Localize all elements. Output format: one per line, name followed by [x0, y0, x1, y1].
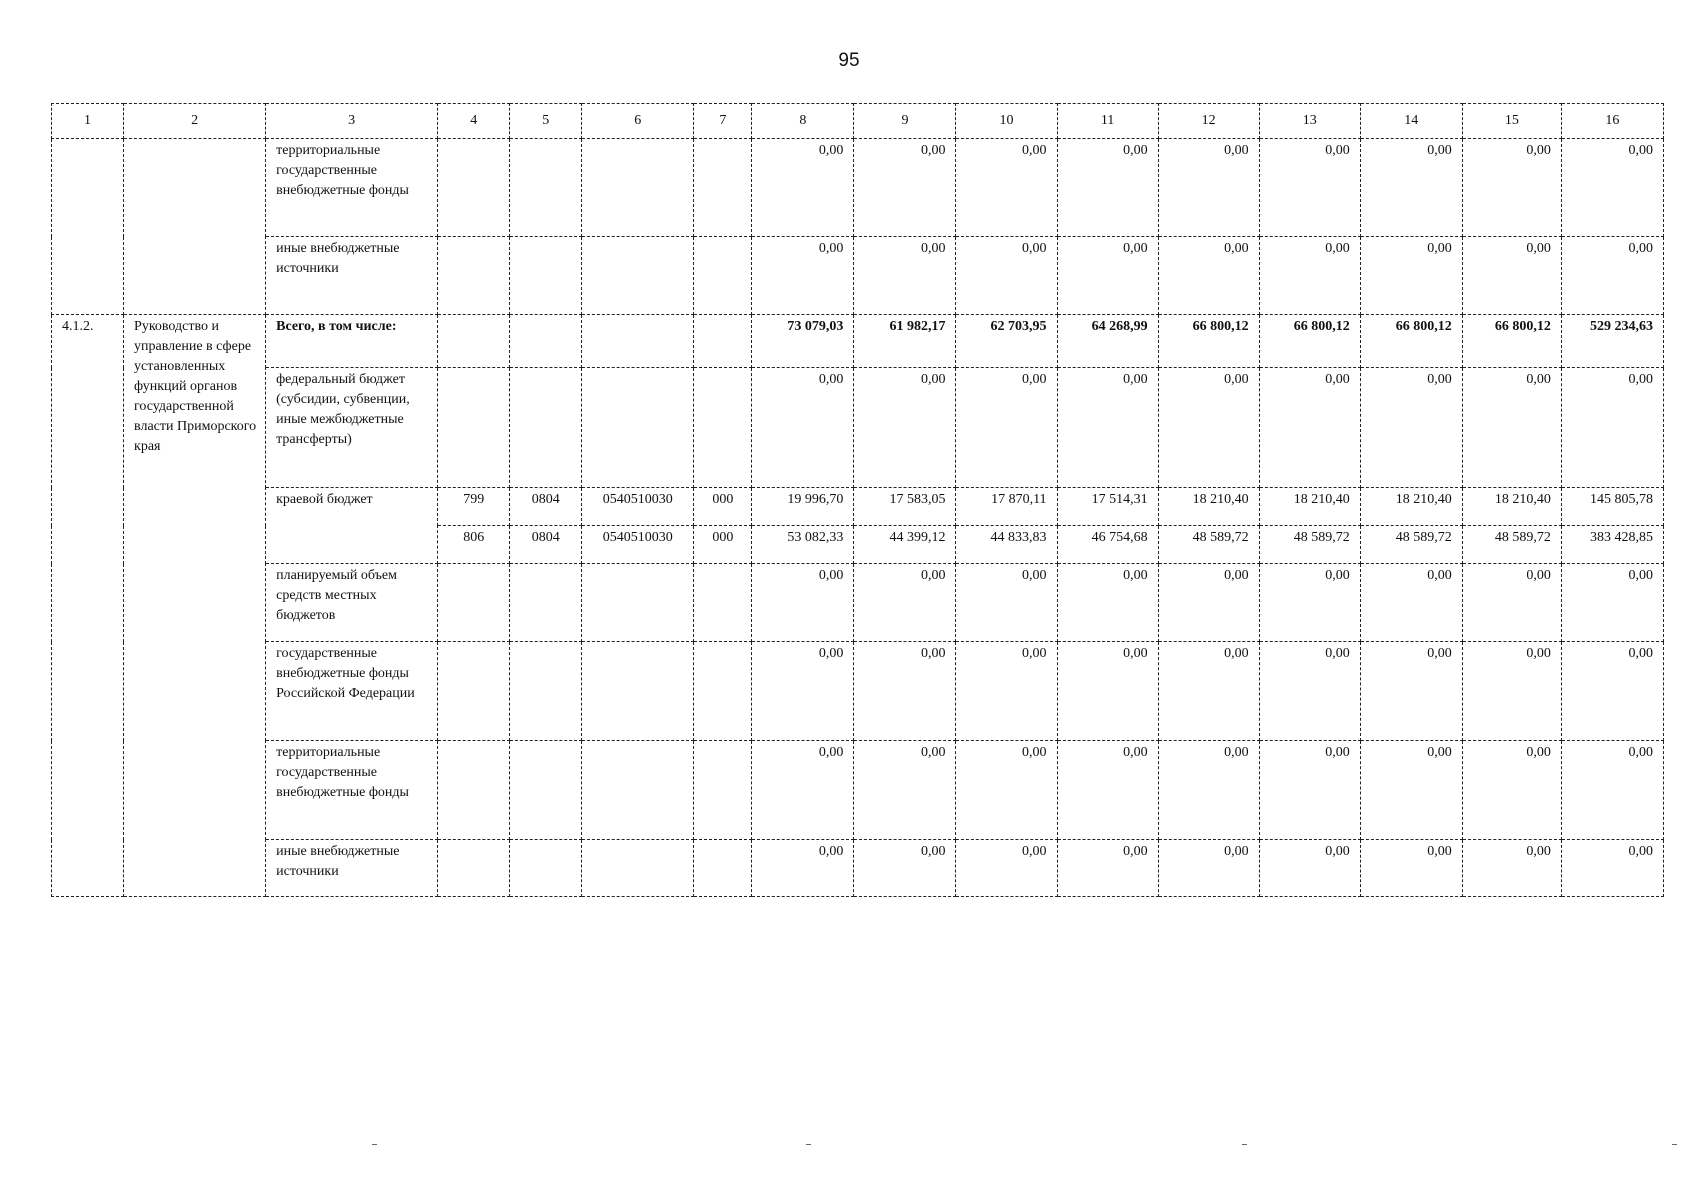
value-cell: 0,00 [1462, 741, 1561, 840]
value-cell: 17 514,31 [1057, 488, 1158, 526]
code-cell [438, 139, 510, 237]
value-cell: 0,00 [854, 642, 956, 741]
code-cell [694, 139, 752, 237]
code-cell [438, 642, 510, 741]
value-cell: 0,00 [1158, 642, 1259, 741]
scan-mark [1242, 1144, 1247, 1145]
code-cell [694, 741, 752, 840]
table-row [52, 237, 1664, 315]
value-cell: 0,00 [752, 139, 854, 237]
table-row [52, 488, 1664, 526]
value-cell: 66 800,12 [1158, 315, 1259, 368]
column-header: 12 [1158, 104, 1259, 139]
value-cell: 0,00 [956, 741, 1057, 840]
item-number: 4.1.2. [52, 315, 124, 897]
value-cell: 0,00 [1158, 840, 1259, 897]
value-cell: 46 754,68 [1057, 526, 1158, 564]
value-cell: 0,00 [1360, 741, 1462, 840]
column-header: 16 [1561, 104, 1663, 139]
value-cell: 0,00 [752, 741, 854, 840]
value-cell: 0,00 [1057, 237, 1158, 315]
item-number-cell [52, 139, 124, 315]
table-row-total [52, 315, 1664, 368]
column-header: 4 [438, 104, 510, 139]
value-cell: 0,00 [1360, 564, 1462, 642]
value-cell: 0,00 [1259, 237, 1360, 315]
scan-mark [372, 1144, 377, 1145]
value-cell: 61 982,17 [854, 315, 956, 368]
value-cell: 0,00 [1360, 237, 1462, 315]
value-cell: 48 589,72 [1360, 526, 1462, 564]
page-number: 95 [838, 50, 860, 71]
value-cell: 0,00 [1259, 741, 1360, 840]
column-header: 13 [1259, 104, 1360, 139]
code-cell [582, 237, 694, 315]
value-cell: 73 079,03 [752, 315, 854, 368]
value-cell: 0,00 [1057, 840, 1158, 897]
column-header: 7 [694, 104, 752, 139]
value-cell: 0,00 [1360, 368, 1462, 488]
value-cell: 0,00 [854, 368, 956, 488]
code-cell: 0540510030 [582, 526, 694, 564]
column-header: 8 [752, 104, 854, 139]
value-cell: 19 996,70 [752, 488, 854, 526]
code-cell [510, 840, 582, 897]
value-cell: 0,00 [854, 237, 956, 315]
value-cell: 0,00 [752, 368, 854, 488]
code-cell [438, 564, 510, 642]
value-cell: 44 399,12 [854, 526, 956, 564]
code-cell [438, 237, 510, 315]
code-cell [438, 368, 510, 488]
code-cell [694, 840, 752, 897]
row-label: территориальные государственные внебюджетные фонды [266, 139, 438, 237]
value-cell: 0,00 [1561, 741, 1663, 840]
value-cell: 0,00 [956, 642, 1057, 741]
item-name-cell [124, 139, 266, 315]
value-cell: 0,00 [1360, 840, 1462, 897]
code-cell [582, 368, 694, 488]
code-cell [438, 315, 510, 368]
value-cell: 48 589,72 [1259, 526, 1360, 564]
value-cell: 0,00 [752, 237, 854, 315]
value-cell: 53 082,33 [752, 526, 854, 564]
value-cell: 0,00 [1259, 368, 1360, 488]
value-cell: 0,00 [1259, 642, 1360, 741]
value-cell: 0,00 [1057, 642, 1158, 741]
code-cell [694, 315, 752, 368]
budget-table [51, 103, 1664, 897]
row-label: планируемый объем средств местных бюджетов [266, 564, 438, 642]
code-cell [582, 315, 694, 368]
value-cell: 0,00 [1158, 564, 1259, 642]
value-cell: 0,00 [854, 564, 956, 642]
value-cell: 0,00 [854, 139, 956, 237]
scan-mark [1672, 1144, 1677, 1145]
code-cell: 0804 [510, 488, 582, 526]
code-cell [582, 564, 694, 642]
value-cell: 0,00 [1561, 564, 1663, 642]
value-cell: 529 234,63 [1561, 315, 1663, 368]
value-cell: 0,00 [752, 840, 854, 897]
value-cell: 18 210,40 [1360, 488, 1462, 526]
value-cell: 0,00 [1561, 368, 1663, 488]
row-label: иные внебюджетные источники [266, 237, 438, 315]
table-row [52, 139, 1664, 237]
code-cell: 000 [694, 488, 752, 526]
value-cell: 0,00 [1462, 139, 1561, 237]
value-cell: 0,00 [1158, 237, 1259, 315]
value-cell: 0,00 [1057, 741, 1158, 840]
table-row [52, 564, 1664, 642]
value-cell: 0,00 [956, 840, 1057, 897]
value-cell: 66 800,12 [1259, 315, 1360, 368]
value-cell: 0,00 [1057, 564, 1158, 642]
column-header: 15 [1462, 104, 1561, 139]
column-number-row [52, 104, 1664, 139]
value-cell: 0,00 [854, 741, 956, 840]
value-cell: 48 589,72 [1158, 526, 1259, 564]
row-label: иные внебюджетные источники [266, 840, 438, 897]
column-header: 11 [1057, 104, 1158, 139]
value-cell: 0,00 [1158, 139, 1259, 237]
scan-mark [806, 1144, 811, 1145]
value-cell: 0,00 [1057, 368, 1158, 488]
value-cell: 0,00 [956, 139, 1057, 237]
code-cell [438, 741, 510, 840]
table-row [52, 741, 1664, 840]
value-cell: 64 268,99 [1057, 315, 1158, 368]
code-cell: 0804 [510, 526, 582, 564]
value-cell: 17 870,11 [956, 488, 1057, 526]
code-cell: 0540510030 [582, 488, 694, 526]
value-cell: 48 589,72 [1462, 526, 1561, 564]
value-cell: 0,00 [1462, 237, 1561, 315]
value-cell: 0,00 [1259, 840, 1360, 897]
table-row [52, 368, 1664, 488]
column-header: 2 [124, 104, 266, 139]
code-cell [510, 315, 582, 368]
code-cell [694, 368, 752, 488]
code-cell [694, 237, 752, 315]
value-cell: 66 800,12 [1360, 315, 1462, 368]
column-header: 5 [510, 104, 582, 139]
value-cell: 0,00 [752, 642, 854, 741]
code-cell [694, 642, 752, 741]
code-cell [510, 139, 582, 237]
column-header: 1 [52, 104, 124, 139]
value-cell: 0,00 [1462, 564, 1561, 642]
code-cell [582, 642, 694, 741]
item-name: Руководство и управление в сфере установленных функций органов государственной власти Приморского края [124, 315, 266, 897]
value-cell: 0,00 [1259, 139, 1360, 237]
code-cell [510, 741, 582, 840]
table-row [52, 840, 1664, 897]
column-header: 14 [1360, 104, 1462, 139]
value-cell: 0,00 [1462, 368, 1561, 488]
code-cell [582, 139, 694, 237]
code-cell: 000 [694, 526, 752, 564]
value-cell: 0,00 [1561, 237, 1663, 315]
row-label: Всего, в том числе: [266, 315, 438, 368]
value-cell: 66 800,12 [1462, 315, 1561, 368]
value-cell: 0,00 [1561, 642, 1663, 741]
table-row [52, 642, 1664, 741]
value-cell: 0,00 [1259, 564, 1360, 642]
code-cell [510, 564, 582, 642]
code-cell [510, 368, 582, 488]
value-cell: 17 583,05 [854, 488, 956, 526]
value-cell: 0,00 [956, 368, 1057, 488]
value-cell: 44 833,83 [956, 526, 1057, 564]
value-cell: 0,00 [956, 564, 1057, 642]
column-header: 10 [956, 104, 1057, 139]
value-cell: 0,00 [956, 237, 1057, 315]
value-cell: 0,00 [1462, 642, 1561, 741]
value-cell: 18 210,40 [1462, 488, 1561, 526]
row-label: краевой бюджет [266, 488, 438, 564]
value-cell: 18 210,40 [1158, 488, 1259, 526]
code-cell: 799 [438, 488, 510, 526]
value-cell: 383 428,85 [1561, 526, 1663, 564]
value-cell: 62 703,95 [956, 315, 1057, 368]
row-label: территориальные государственные внебюджетные фонды [266, 741, 438, 840]
code-cell [510, 642, 582, 741]
row-label: государственные внебюджетные фонды Российской Федерации [266, 642, 438, 741]
code-cell: 806 [438, 526, 510, 564]
value-cell: 0,00 [1360, 139, 1462, 237]
row-label: федеральный бюджет (субсидии, субвенции, иные межбюджетные трансферты) [266, 368, 438, 488]
value-cell: 0,00 [1561, 840, 1663, 897]
value-cell: 0,00 [1360, 642, 1462, 741]
code-cell [694, 564, 752, 642]
value-cell: 145 805,78 [1561, 488, 1663, 526]
value-cell: 0,00 [1462, 840, 1561, 897]
value-cell: 0,00 [1158, 368, 1259, 488]
value-cell: 18 210,40 [1259, 488, 1360, 526]
code-cell [510, 237, 582, 315]
value-cell: 0,00 [1057, 139, 1158, 237]
column-header: 6 [582, 104, 694, 139]
code-cell [438, 840, 510, 897]
value-cell: 0,00 [854, 840, 956, 897]
column-header: 9 [854, 104, 956, 139]
value-cell: 0,00 [1158, 741, 1259, 840]
code-cell [582, 840, 694, 897]
value-cell: 0,00 [752, 564, 854, 642]
code-cell [582, 741, 694, 840]
value-cell: 0,00 [1561, 139, 1663, 237]
column-header: 3 [266, 104, 438, 139]
